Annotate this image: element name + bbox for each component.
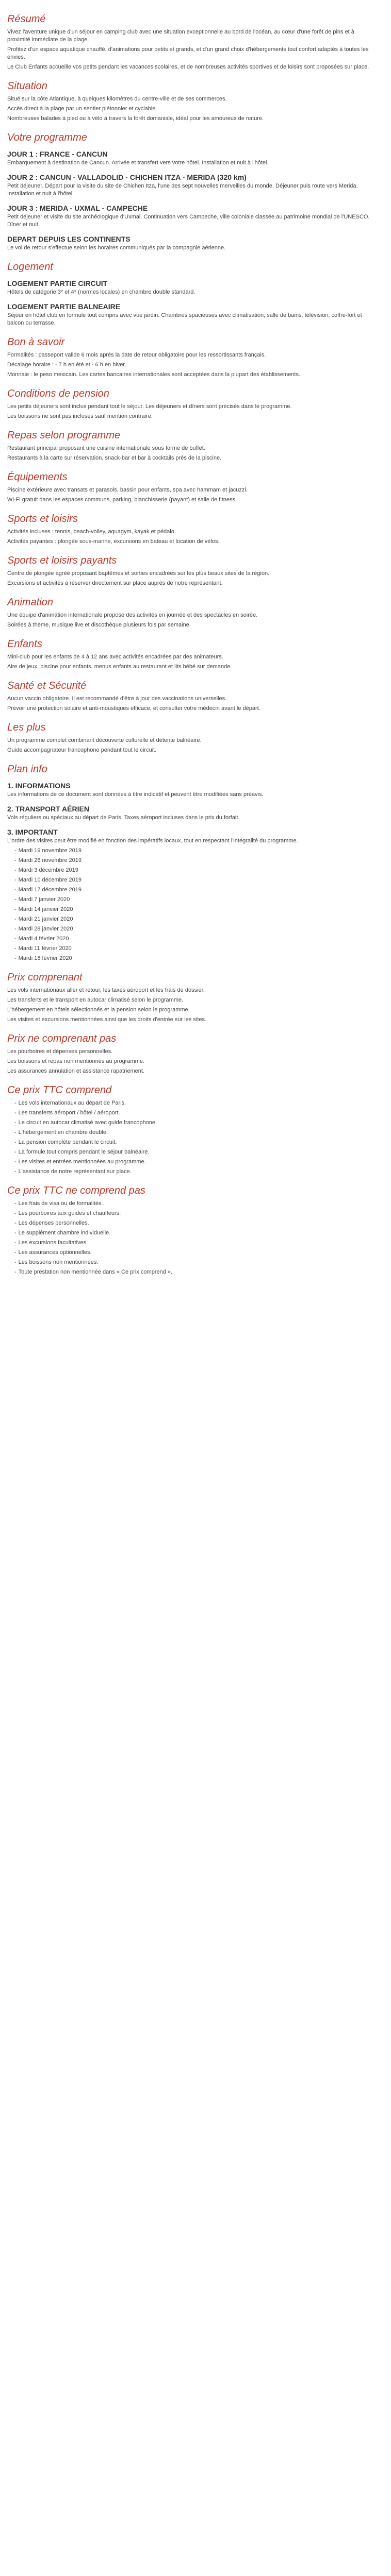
paragraph: Hôtels de catégorie 3* et 4* (normes locales) en chambre double standard. — [7, 289, 196, 295]
list-item: - Les frais de visa ou de formalités. — [14, 1200, 377, 1208]
section-7 — [7, 471, 377, 504]
paragraph: Activités payantes : plongée sous-marine, excursions en bateau et location de vélos. — [7, 538, 220, 545]
section-title: Animation — [7, 597, 53, 608]
list-item: - Mardi 14 janvier 2020 — [14, 906, 377, 913]
sub-heading: JOUR 1 : FRANCE - CANCUN — [7, 150, 108, 158]
paragraph: Monnaie : le peso mexicain. Les cartes bancaires internationales sont acceptées dans la plupart des établissements. — [7, 371, 301, 378]
sub-heading: JOUR 3 : MERIDA - UXMAL - CAMPECHE — [7, 204, 148, 212]
section-title: Résumé — [7, 13, 46, 25]
list-item: - La pension complète pendant le circuit. — [14, 1139, 377, 1146]
section-title: Prix comprenant — [7, 972, 83, 983]
sub-heading: LOGEMENT PARTIE CIRCUIT — [7, 279, 108, 287]
section-12 — [7, 680, 377, 713]
paragraph: Prévoir une protection solaire et anti-moustiques efficace, et consulter votre médecin avant le départ. — [7, 705, 260, 711]
section-title: Conditions de pension — [7, 388, 109, 399]
paragraph: Les assurances annulation et assistance rapatriement. — [7, 1068, 144, 1074]
sub-heading: 1. INFORMATIONS — [7, 782, 71, 790]
section-4 — [7, 336, 377, 379]
paragraph: Embarquement à destination de Cancun. Arrivée et transfert vers votre hôtel. Installation et nuit à l'hôtel. — [7, 160, 269, 166]
section-title: Logement — [7, 261, 53, 273]
content — [7, 4, 377, 1279]
list-item: - Les pourboires aux guides et chauffeurs. — [14, 1210, 377, 1217]
bullet-list — [7, 1200, 377, 1276]
list-item: - Le supplément chambre individuelle. — [14, 1229, 377, 1237]
paragraph: Petit déjeuner. Départ pour la visite du site de Chichen Itza, l'une des sept nouvelles merveilles du monde. Déjeuner puis route vers Merida. Installation et nuit à l'hôtel. — [7, 183, 358, 197]
list-item: - L'hébergement en chambre double. — [14, 1129, 377, 1137]
section-3 — [7, 261, 377, 327]
paragraph: L'hébergement en hôtels sélectionnés et la pension selon le programme. — [7, 1007, 190, 1013]
paragraph: Les boissons et repas non mentionnés au programme. — [7, 1058, 144, 1064]
paragraph: Profitez d'un espace aquatique chauffé, d'animations pour petits et grands, et d'un grand choix d'hébergements tout confort adaptés à toutes les envies. — [7, 46, 369, 60]
bullet-list — [7, 847, 377, 962]
section-title: Bon à savoir — [7, 336, 65, 348]
section-title: Santé et Sécurité — [7, 680, 87, 691]
paragraph: Piscine extérieure avec transats et parasols, bassin pour enfants, spa avec hammam et jacuzzi. — [7, 487, 248, 493]
section-title: Repas selon programme — [7, 430, 120, 441]
list-item: - Mardi 7 janvier 2020 — [14, 896, 377, 904]
section-14 — [7, 764, 377, 962]
section-title: Ce prix TTC ne comprend pas — [7, 1185, 145, 1196]
section-title: Les plus — [7, 722, 46, 733]
paragraph: Le vol de retour s'effectue selon les horaires communiqués par la compagnie aérienne. — [7, 245, 226, 251]
paragraph: L'ordre des visites peut être modifié en fonction des impératifs locaux, tout en respectant l'intégralité du programme. — [7, 838, 298, 844]
paragraph: Les transferts et le transport en autocar climatisé selon le programme. — [7, 997, 184, 1003]
list-item: - Mardi 17 décembre 2019 — [14, 886, 377, 894]
paragraph: Les pourboires et dépenses personnelles. — [7, 1048, 113, 1055]
paragraph: Une équipe d'animation internationale propose des activités en journée et des spectacles en soirée. — [7, 612, 258, 618]
paragraph: Centre de plongée agréé proposant baptêmes et sorties encadrées sur les plus beaux sites de la région. — [7, 570, 270, 577]
list-item: - Mardi 21 janvier 2020 — [14, 916, 377, 923]
section-6 — [7, 430, 377, 462]
paragraph: Restaurant principal proposant une cuisine internationale sous forme de buffet. — [7, 445, 205, 451]
paragraph: Nombreuses balades à pied ou à vélo à travers la forêt domaniale, idéal pour les amoureux de nature. — [7, 115, 264, 122]
list-item: - L'assistance de notre représentant sur place. — [14, 1168, 377, 1176]
section-9 — [7, 555, 377, 587]
paragraph: Le Club Enfants accueille vos petits pendant les vacances scolaires, et de nombreuses activités sportives et de loisirs sont proposées sur place. — [7, 64, 369, 70]
paragraph: Vivez l'aventure unique d'un séjour en camping club avec une situation exceptionnelle au bord de l'océan, au cœur d'une forêt de pins et à proximité immédiate de la plage. — [7, 29, 354, 43]
section-0 — [7, 13, 377, 71]
list-item: - Le circuit en autocar climatisé avec guide francophone. — [14, 1119, 377, 1127]
list-item: - Les vols internationaux au départ de Paris. — [14, 1099, 377, 1107]
list-item: - Les visites et entrées mentionnées au programme. — [14, 1158, 377, 1166]
section-16 — [7, 1033, 377, 1075]
paragraph: Wi-Fi gratuit dans les espaces communs, parking, blanchisserie (payant) et salle de fitness. — [7, 497, 237, 503]
bullet-list — [7, 1099, 377, 1176]
paragraph: Accès direct à la plage par un sentier piétonnier et cyclable. — [7, 106, 157, 112]
section-title: Prix ne comprenant pas — [7, 1033, 117, 1044]
section-2 — [7, 132, 377, 252]
paragraph: Activités incluses : tennis, beach-volley, aquagym, kayak et pédalo. — [7, 529, 176, 535]
list-item: - Mardi 11 février 2020 — [14, 945, 377, 953]
paragraph: Un programme complet combinant découverte culturelle et détente balnéaire. — [7, 737, 202, 743]
list-item: - Mardi 3 décembre 2019 — [14, 867, 377, 874]
section-17 — [7, 1084, 377, 1176]
section-title: Équipements — [7, 471, 68, 483]
list-item: - Les excursions facultatives. — [14, 1239, 377, 1247]
sub-heading: 2. TRANSPORT AÉRIEN — [7, 805, 89, 813]
list-item: - Toute prestation non mentionnée dans « Ce prix comprend ». — [14, 1268, 377, 1276]
section-8 — [7, 513, 377, 546]
section-11 — [7, 638, 377, 671]
paragraph: Aucun vaccin obligatoire. Il est recommandé d'être à jour des vaccinations universelles. — [7, 696, 227, 702]
section-1 — [7, 80, 377, 123]
list-item: - Les assurances optionnelles. — [14, 1249, 377, 1257]
paragraph: Décalage horaire : - 7 h en été et - 6 h en hiver. — [7, 362, 126, 368]
list-item: - Les boissons non mentionnées. — [14, 1259, 377, 1266]
paragraph: Vols réguliers ou spéciaux au départ de Paris. Taxes aéroport incluses dans le prix du forfait. — [7, 815, 240, 821]
section-13 — [7, 722, 377, 754]
paragraph: Mini-club pour les enfants de 4 à 12 ans avec activités encadrées par des animateurs. — [7, 654, 223, 660]
paragraph: Situé sur la côte Atlantique, à quelques kilomètres du centre-ville et de ses commerces. — [7, 96, 227, 102]
paragraph: Aire de jeux, piscine pour enfants, menus enfants au restaurant et lits bébé sur demande. — [7, 664, 232, 670]
section-title: Votre programme — [7, 132, 87, 143]
sub-heading: DEPART DEPUIS LES CONTINENTS — [7, 235, 131, 243]
paragraph: Les boissons ne sont pas incluses sauf mention contraire. — [7, 413, 153, 419]
section-title: Sports et loisirs payants — [7, 555, 117, 566]
list-item: - La formule tout compris pendant le séjour balnéaire. — [14, 1148, 377, 1156]
list-item: - Mardi 19 novembre 2019 — [14, 847, 377, 855]
section-title: Ce prix TTC comprend — [7, 1084, 112, 1096]
section-15 — [7, 972, 377, 1024]
paragraph: Les petits déjeuners sont inclus pendant tout le séjour. Les déjeuners et dîners sont précisés dans le programme. — [7, 403, 292, 410]
list-item: - Mardi 10 décembre 2019 — [14, 876, 377, 884]
section-10 — [7, 597, 377, 629]
paragraph: Les vols internationaux aller et retour, les taxes aéroport et les frais de dossier. — [7, 987, 205, 993]
paragraph: Formalités : passeport valide 6 mois après la date de retour obligatoire pour les ressortissants français. — [7, 352, 266, 358]
paragraph: Soirées à thème, musique live et discothèque plusieurs fois par semaine. — [7, 622, 191, 628]
section-title: Sports et loisirs — [7, 513, 78, 524]
paragraph: Les informations de ce document sont données à titre indicatif et peuvent être modifiées sans préavis. — [7, 791, 264, 798]
paragraph: Séjour en hôtel club en formule tout compris avec vue jardin. Chambres spacieuses avec climatisation, salle de bains, télévision, coffre-fort et balcon ou terrasse. — [7, 312, 362, 326]
section-18 — [7, 1185, 377, 1276]
list-item: - Mardi 18 février 2020 — [14, 955, 377, 962]
list-item: - Mardi 28 janvier 2020 — [14, 925, 377, 933]
list-item: - Mardi 26 novembre 2019 — [14, 857, 377, 865]
paragraph: Petit déjeuner et visite du site archéologique d'Uxmal. Continuation vers Campeche, ville coloniale classée au patrimoine mondial de l'UNESCO. Dîner et nuit. — [7, 214, 370, 228]
paragraph: Restaurants à la carte sur réservation, snack-bar et bar à cocktails près de la piscine. — [7, 455, 222, 461]
list-item: - Les transferts aéroport / hôtel / aéroport. — [14, 1109, 377, 1117]
section-5 — [7, 388, 377, 420]
list-item: - Les dépenses personnelles. — [14, 1219, 377, 1227]
paragraph: Guide accompagnateur francophone pendant tout le circuit. — [7, 747, 157, 753]
section-title: Enfants — [7, 638, 42, 650]
section-title: Situation — [7, 80, 47, 92]
section-title: Plan info — [7, 764, 47, 775]
paragraph: Excursions et activités à réserver directement sur place auprès de notre représentant. — [7, 580, 223, 586]
list-item: - Mardi 4 février 2020 — [14, 935, 377, 943]
sub-heading: LOGEMENT PARTIE BALNEAIRE — [7, 302, 121, 311]
sub-heading: 3. IMPORTANT — [7, 828, 58, 836]
sub-heading: JOUR 2 : CANCUN - VALLADOLID - CHICHEN ITZA - MERIDA (320 km) — [7, 173, 247, 181]
paragraph: Les visites et excursions mentionnées ainsi que les droits d'entrée sur les sites. — [7, 1016, 207, 1023]
